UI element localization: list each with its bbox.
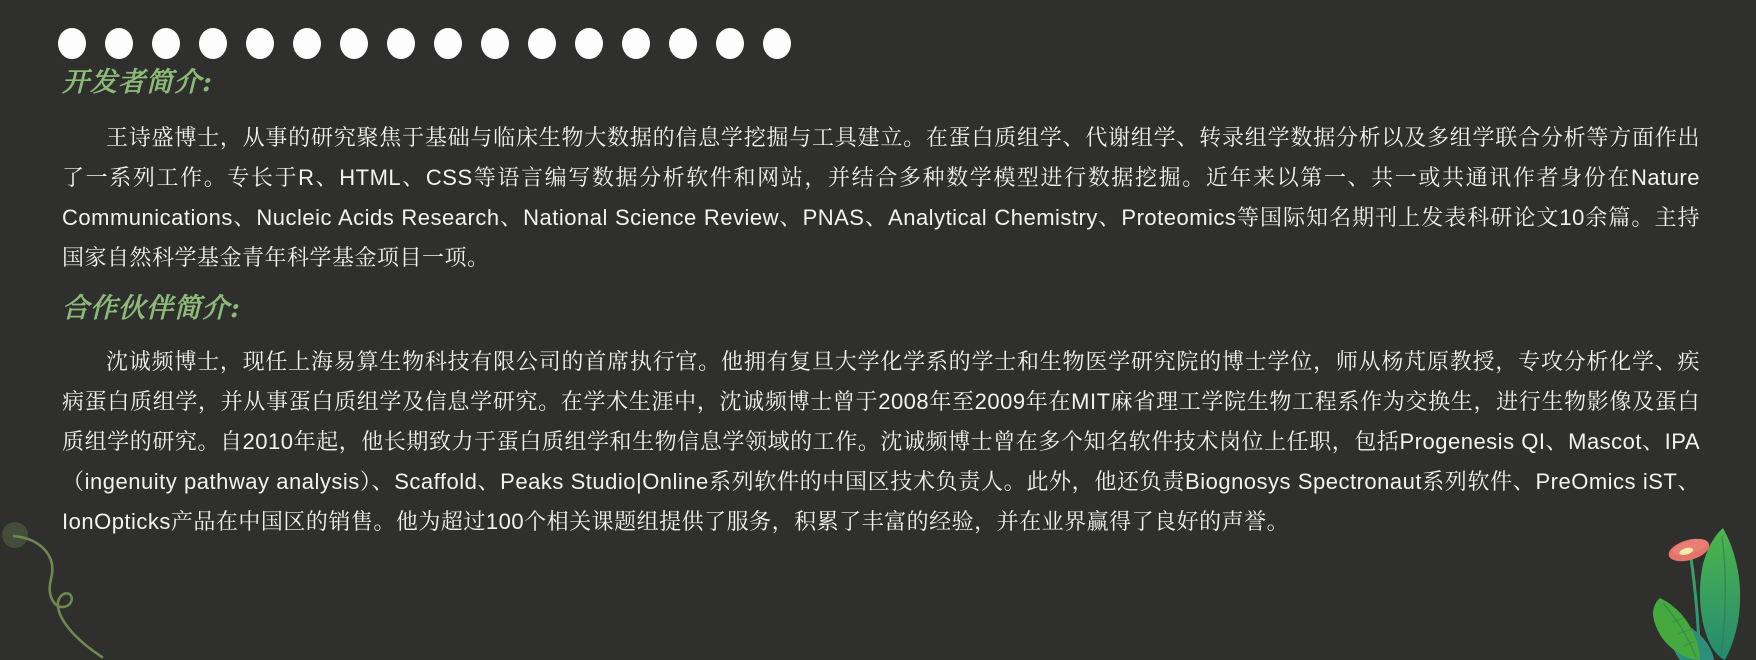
hole-punch	[246, 28, 274, 59]
hole-punch	[481, 28, 509, 59]
hole-punch	[622, 28, 650, 59]
hole-punch	[763, 28, 791, 59]
hole-punch	[152, 28, 180, 59]
hole-punch-row	[58, 28, 791, 59]
developer-intro-paragraph: 王诗盛博士，从事的研究聚焦于基础与临床生物大数据的信息学挖掘与工具建立。在蛋白质组学、代谢组学、转录组学数据分析以及多组学联合分析等方面作出了一系列工作。专长于R、HTML、CSS等语言编写数据分析软件和网站，并结合多种数学模型进行数据挖掘。近年来以第一、共一或共通讯作者身份在Nature Communications、Nucleic Acids Research、National Science Review、PNAS、Analytical Chemistry、Proteomics等国际知名期刊上发表科研论文10余篇。主持国家自然科学基金青年科学基金项目一项。	[62, 125, 1700, 270]
hole-punch	[105, 28, 133, 59]
content-area	[62, 66, 1700, 542]
hole-punch	[199, 28, 227, 59]
partner-intro-paragraph: 沈诚频博士，现任上海易算生物科技有限公司的首席执行官。他拥有复旦大学化学系的学士和生物医学研究院的博士学位，师从杨芃原教授，专攻分析化学、疾病蛋白质组学，并从事蛋白质组学及信息学研究。在学术生涯中，沈诚频博士曾于2008年至2009年在MIT麻省理工学院生物工程系作为交换生，进行生物影像及蛋白质组学的研究。自2010年起，他长期致力于蛋白质组学和生物信息学领域的工作。沈诚频博士曾在多个知名软件技术岗位上任职，包括Progenesis QI、Mascot、IPA（ingenuity pathway analysis）、Scaffold、Peaks Studio|Online系列软件的中国区技术负责人。此外，他还负责Biognosys Spectronaut系列软件、PreOmics iST、IonOpticks产品在中国区的销售。他为超过100个相关课题组提供了服务，积累了丰富的经验，并在业界赢得了良好的声誉。	[62, 349, 1700, 534]
hole-punch	[58, 28, 86, 59]
hole-punch	[340, 28, 368, 59]
hole-punch	[716, 28, 744, 59]
hole-punch	[293, 28, 321, 59]
hole-punch	[387, 28, 415, 59]
vine-tendril-decoration	[0, 495, 140, 660]
hole-punch	[669, 28, 697, 59]
hole-punch	[434, 28, 462, 59]
plant-flower-decoration	[1584, 508, 1756, 660]
partner-intro-heading: 合作伙伴简介:	[62, 293, 241, 324]
developer-intro-heading: 开发者简介:	[62, 67, 213, 98]
hole-punch	[528, 28, 556, 59]
hole-punch	[575, 28, 603, 59]
